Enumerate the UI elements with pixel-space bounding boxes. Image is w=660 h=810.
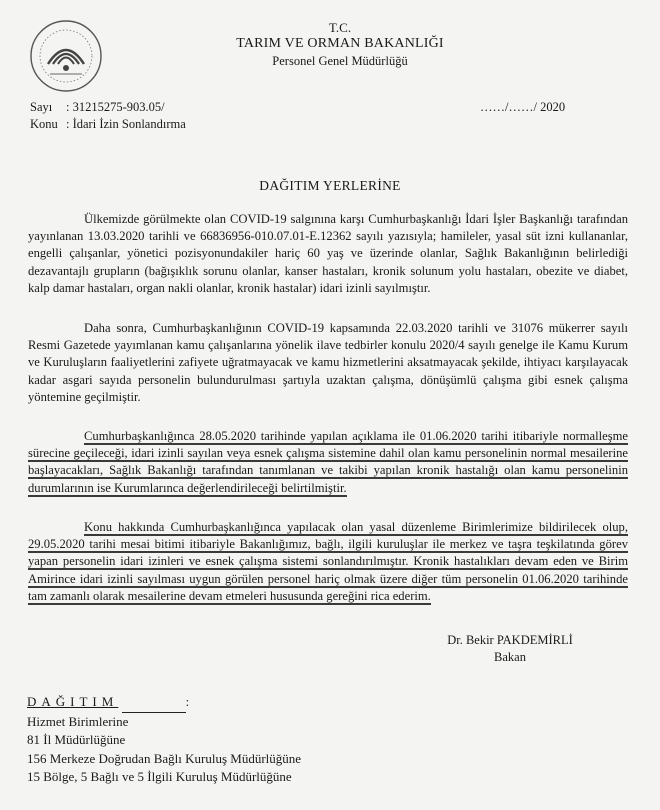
document-date: ……/……/ 2020 xyxy=(480,100,566,114)
sayi-label: Sayı xyxy=(30,100,53,114)
distribution-item: 156 Merkeze Doğrudan Bağlı Kuruluş Müdürlüğüne xyxy=(27,750,302,766)
header-ministry: TARIM VE ORMAN BAKANLIĞI xyxy=(236,36,444,51)
distribution-underline xyxy=(122,693,186,713)
konu-label: Konu xyxy=(30,117,58,131)
document-title: DAĞITIM YERLERİNE xyxy=(259,178,401,193)
distribution-list xyxy=(27,693,301,787)
paragraph-4-text: Konu hakkında Cumhurbaşkanlığınca yapılacak olan yasal düzenleme Birimlerimize bildirilecek olup, 29.05.2020 tarihi mesai bitimi itibariyle Bakanlığımız, bağlı, ilgili kuruluşlar ile merkez ve taşra teşkilatında görev yapan personelin idari izinleri ve esnek çalışma sistemi sonlandırılmıştır. Kronik hastalıkları devam eden ve Birim Amirince idari izinli sayılması uygun görülen personel hariç olmak üzere diğer tüm personelin 01.06.2020 tarihinde tam zamanlı olarak mesailerine devam etmeleri hususunda gereğini rica ederim. xyxy=(28,520,628,603)
paragraph-2: Daha sonra, Cumhurbaşkanlığının COVID-19 kapsamında 22.03.2020 tarihli ve 31076 mükerrer sayılı Resmi Gazetede yayımlanan kamu çalışanlarına yönelik ilave tedbirler konulu 2020/4 sayılı genelge ile Kamu Kurum ve Kuruluşların faaliyetlerini zafiyete uğratmayacak ve kamu hizmetlerini aksatmayacak şekilde, ihtiyacı karşılayacak kadar asgari sayıda personelin bulundurulması şartıyla uzaktan çalışma, dönüşümlü çalışma gibi esnek çalışma yöntemine geçilmiştir. xyxy=(28,321,628,404)
konu-value: : İdari İzin Sonlandırma xyxy=(66,117,186,131)
paragraph-3 xyxy=(28,428,628,497)
paragraph-3-text: Cumhurbaşkanlığınca 28.05.2020 tarihinde yapılan açıklama ile 01.06.2020 tarihi itibariyle normalleşme sürecine geçileceği, idari izinli sayılan veya esnek çalışma sistemine dahil olan kamu personelinin normal mesailerine başlayacakları, Sağlık Bakanlığı tarafından tanımlanan ve takibi yapılan kronik hastalığı olan kamu personelinin durumlarının ise Kurumlarınca değerlendirileceği belirtilmiştir. xyxy=(28,429,628,495)
signatory-name: Dr. Bekir PAKDEMİRLİ xyxy=(447,633,573,647)
distribution-item: 81 İl Müdürlüğüne xyxy=(27,732,126,747)
distribution-heading: DAĞITIM xyxy=(27,694,119,709)
distribution-item: 15 Bölge, 5 Bağlı ve 5 İlgili Kuruluş Müdürlüğüne xyxy=(27,769,292,784)
paragraph-1: Ülkemizde görülmekte olan COVID-19 salgınına karşı Cumhurbaşkanlığı İdari İşler Başkanlığı tarafından yayınlanan 13.03.2020 tarihli ve 66836956-010.07.01-E.12362 sayılı yazısıyla; hamileler, yasal süt izni kullananlar, engelli çalışanlar, yönetici pozisyonundakiler hariç 60 yaş ve üzerinde olanlar, Sağlık Bakanlığının belirlediği dezavantajlı grupların (bağışıklık sorunu olanlar, kanser hastaları, kronik solunum yolu hastaları, obezite ve diabet, kalp damar hastaları, organ nakli olanlar, kronik hastalar) idari izinli sayılmıştır. xyxy=(28,212,628,295)
signature-block xyxy=(410,632,610,666)
paragraph-4 xyxy=(28,519,628,605)
ministry-seal-icon xyxy=(28,18,104,94)
konu-row xyxy=(30,117,186,132)
distribution-heading-row xyxy=(27,693,301,713)
header-tc: T.C. xyxy=(328,20,352,35)
sayi-value: : 31215275-903.05/ xyxy=(66,100,165,114)
distribution-item: Hizmet Birimlerine xyxy=(27,713,129,729)
sayi-row xyxy=(30,100,165,115)
signatory-title: Bakan xyxy=(494,650,526,664)
header-department: Personel Genel Müdürlüğü xyxy=(272,54,408,68)
distribution-colon: : xyxy=(185,694,190,709)
